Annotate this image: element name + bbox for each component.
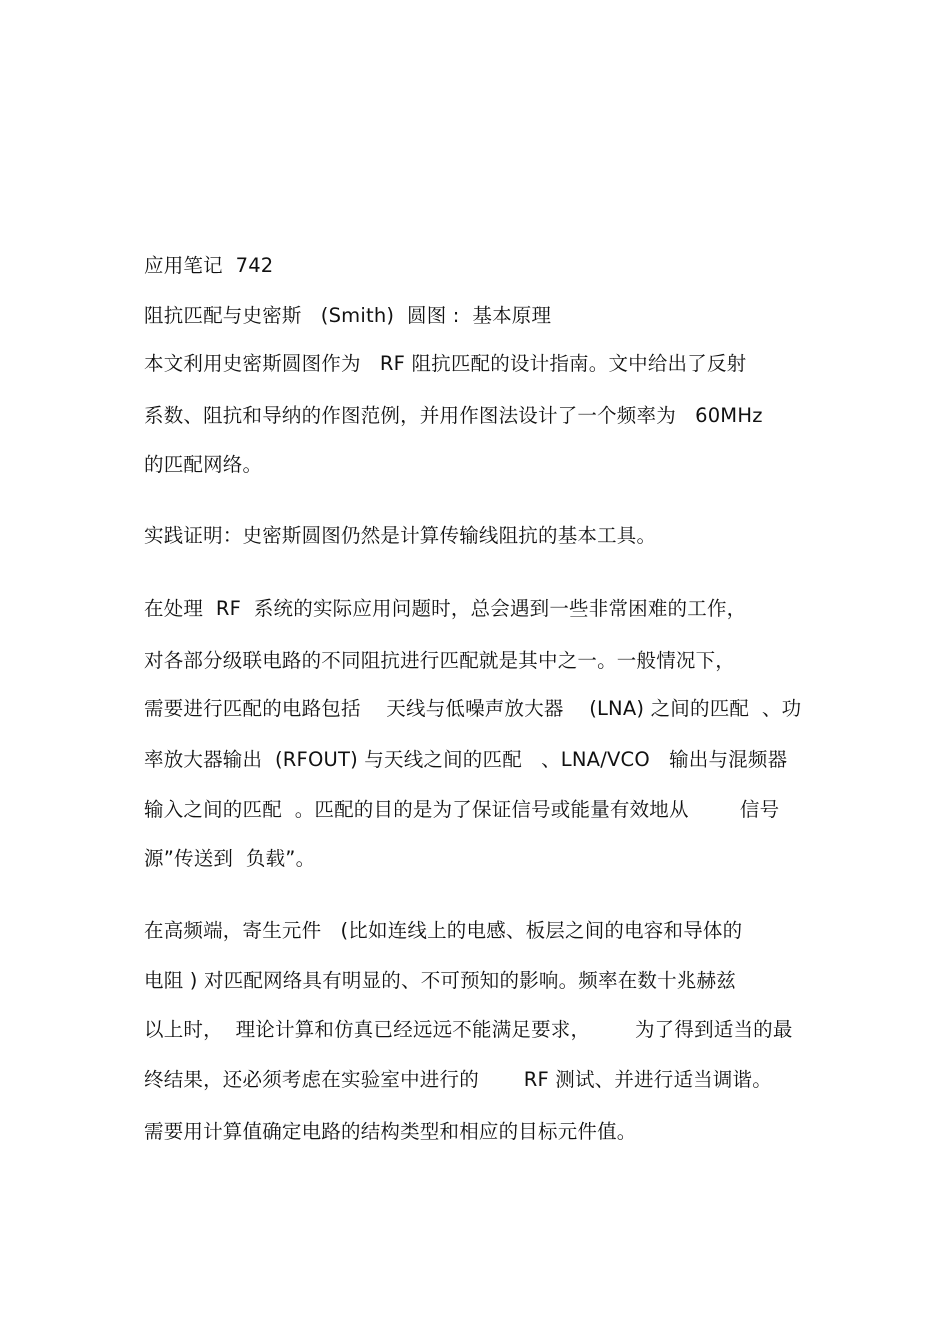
abstract-line: 本文利用史密斯圆图作为 RF 阻抗匹配的设计指南。文中给出了反射: [144, 352, 747, 375]
paragraph2-line: 需要用计算值确定电路的结构类型和相应的目标元件值。: [144, 1120, 637, 1143]
paragraph2-line: 在高频端，寄生元件 (比如连线上的电感、板层之间的电容和导体的: [144, 919, 743, 942]
summary-line: 实践证明：史密斯圆图仍然是计算传输线阻抗的基本工具。: [144, 524, 657, 547]
paragraph1-line: 需要进行匹配的电路包括 天线与低噪声放大器 (LNA) 之间的匹配 、功: [144, 697, 802, 720]
paragraph2-line: 电阻 ) 对匹配网络具有明显的、不可预知的影响。频率在数十兆赫兹: [144, 969, 736, 992]
paragraph2-line: 终结果，还必须考虑在实验室中进行的 RF 测试、并进行适当调谐。: [144, 1068, 772, 1091]
document-title: 阻抗匹配与史密斯 (Smith) 圆图 : 基本原理: [144, 304, 552, 327]
paragraph1-line: 输入之间的匹配 。匹配的目的是为了保证信号或能量有效地从 信号: [144, 798, 780, 821]
paragraph1-line: 率放大器输出 (RFOUT) 与天线之间的匹配 、LNA/VCO 输出与混频器: [144, 748, 788, 771]
abstract-line: 系数、阻抗和导纳的作图范例，并用作图法设计了一个频率为 60MHz: [144, 404, 763, 427]
paragraph2-line: 以上时， 理论计算和仿真已经远远不能满足要求， 为了得到适当的最: [144, 1018, 793, 1041]
paragraph1-line: 对各部分级联电路的不同阻抗进行匹配就是其中之一。一般情况下，: [144, 649, 736, 672]
paragraph1-line: 源”传送到 负载”。: [144, 847, 316, 870]
paragraph1-line: 在处理 RF 系统的实际应用问题时，总会遇到一些非常困难的工作，: [144, 597, 747, 620]
note-label: 应用笔记 742: [144, 254, 274, 277]
abstract-line: 的匹配网络。: [144, 453, 263, 476]
